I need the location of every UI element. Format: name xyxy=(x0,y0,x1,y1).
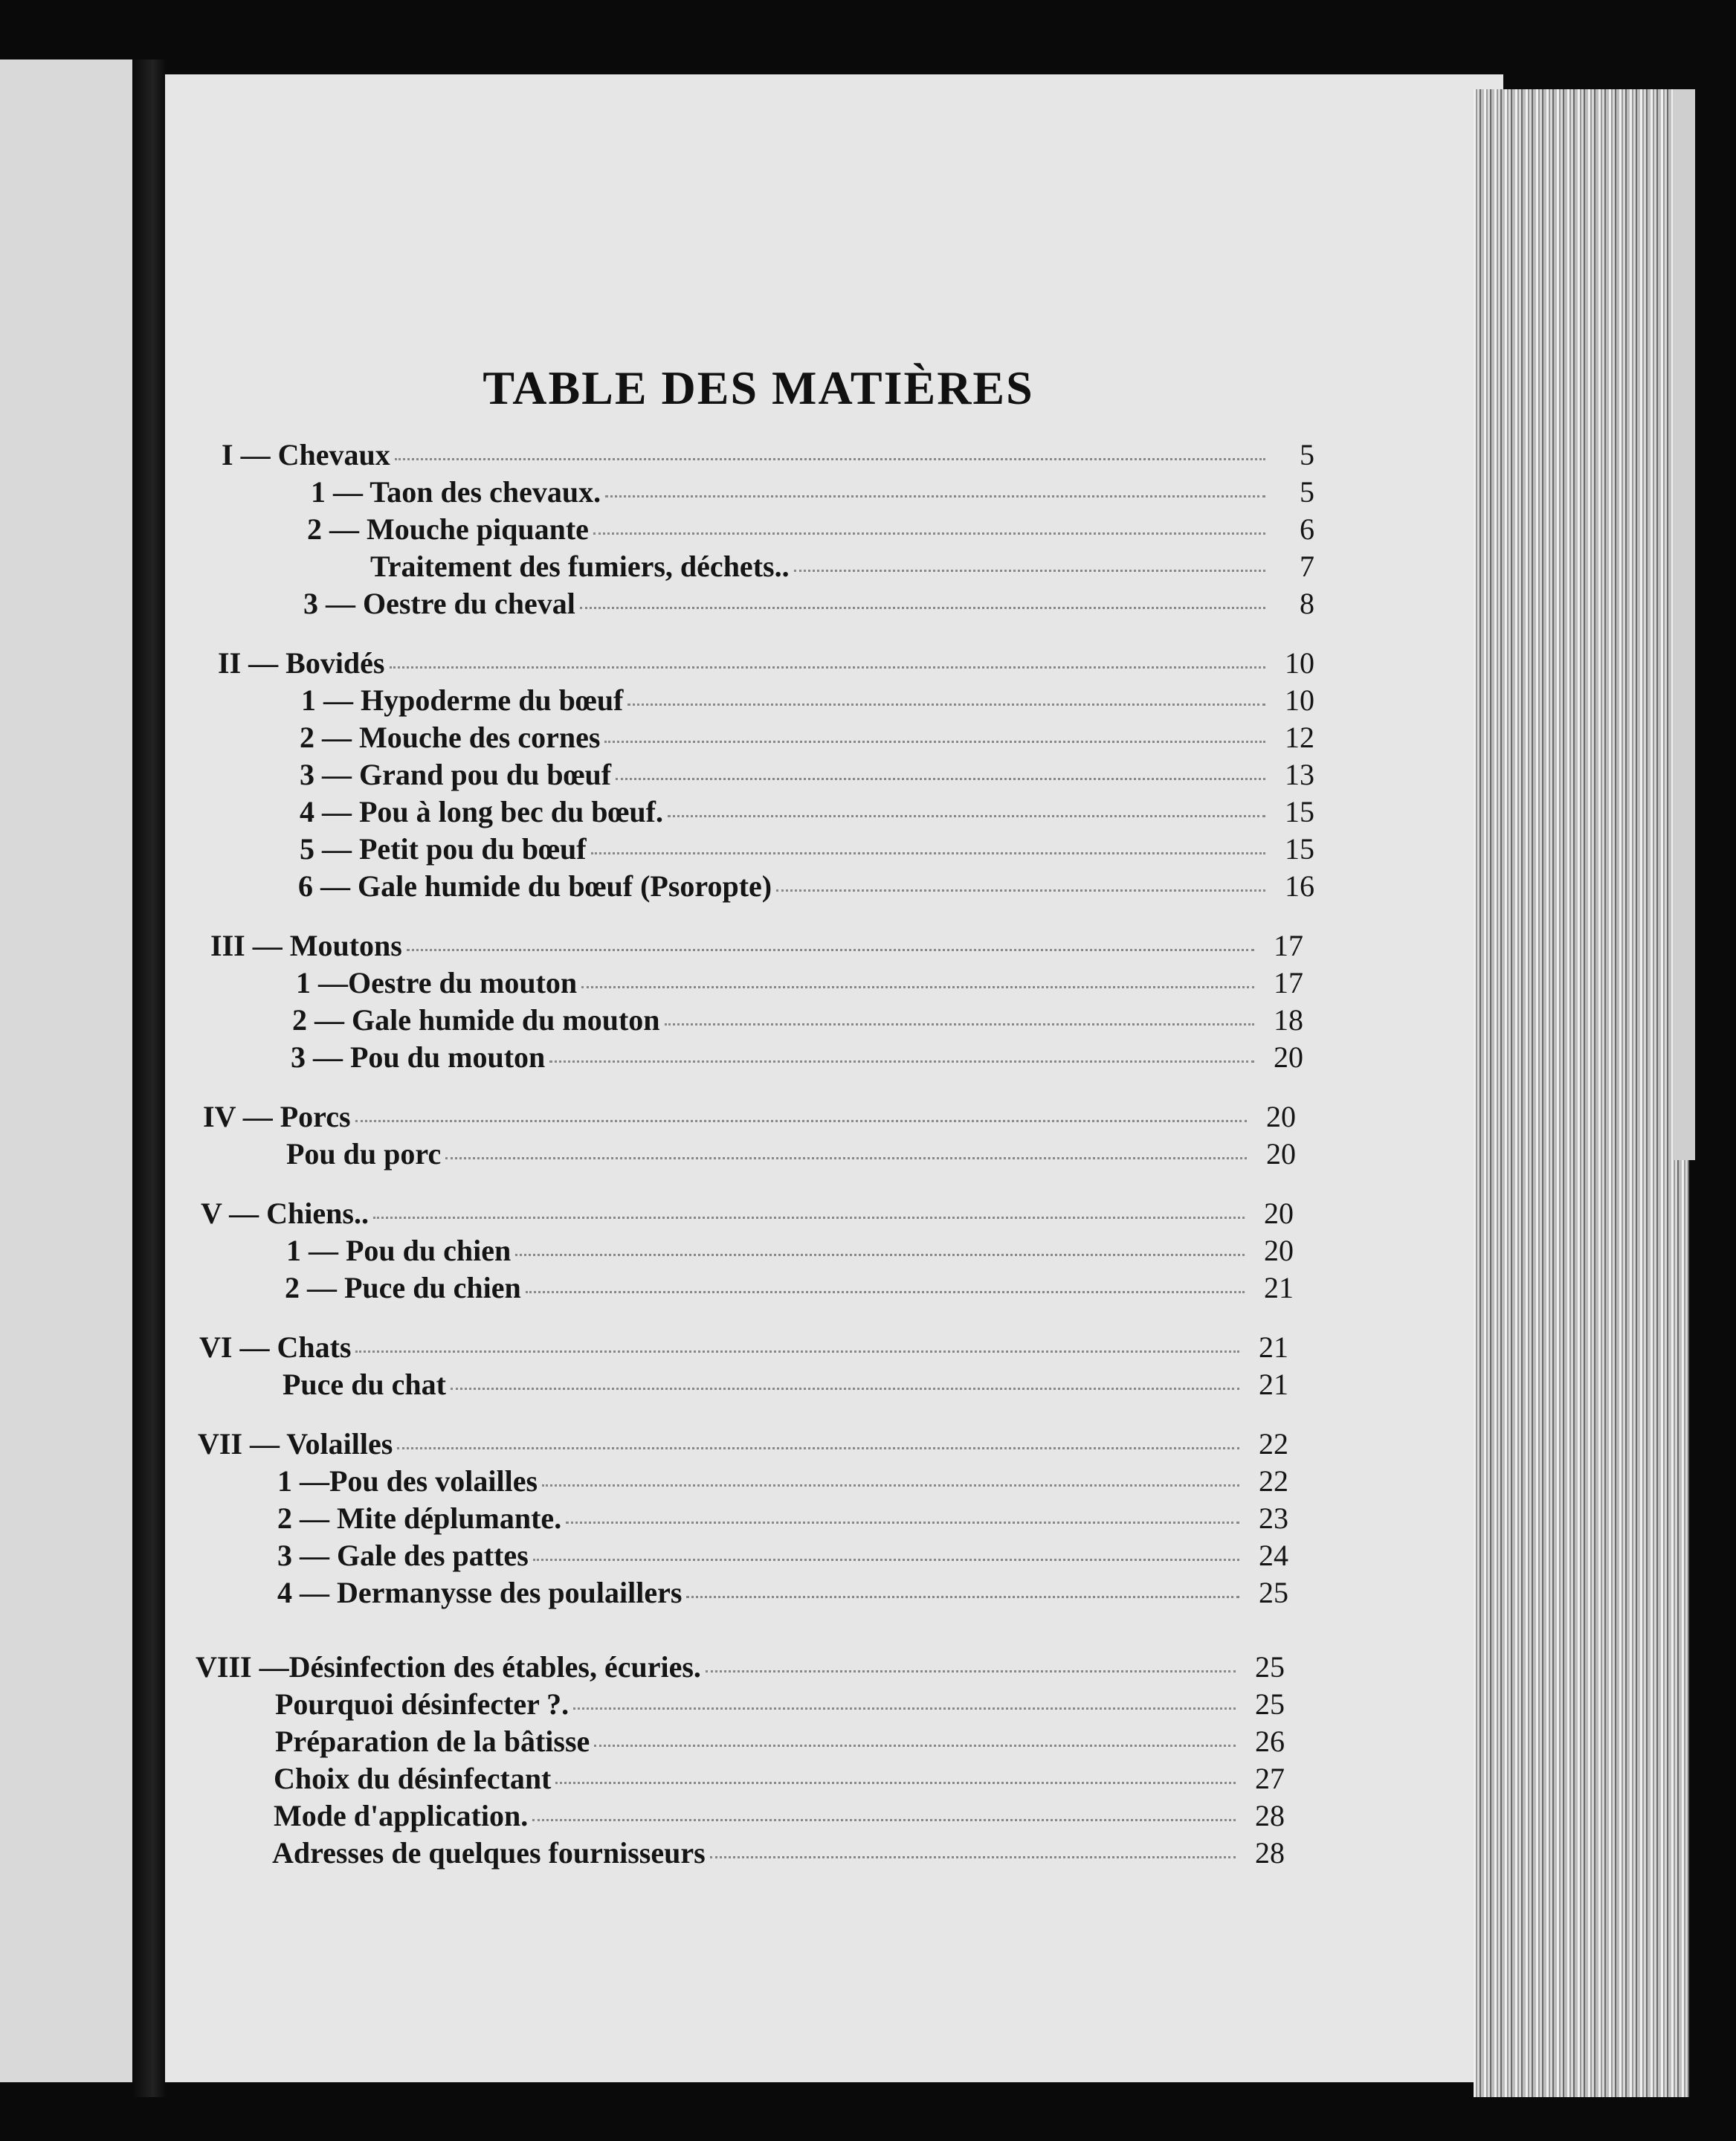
toc-page: 10 xyxy=(1285,683,1314,717)
toc-entry[interactable] xyxy=(272,1835,1285,1871)
toc-entry[interactable] xyxy=(275,1687,1285,1722)
dot-leader xyxy=(665,1023,1254,1026)
dot-leader xyxy=(526,1291,1245,1293)
toc-label: 3 — Grand pou du bœuf xyxy=(300,758,612,791)
toc-label: VI — Chats xyxy=(199,1330,352,1364)
toc-label: IV — Porcs xyxy=(203,1100,351,1133)
toc-page: 10 xyxy=(1285,646,1314,680)
dot-leader xyxy=(573,1707,1236,1710)
dot-leader xyxy=(533,1559,1239,1561)
toc-label: Mode d'application. xyxy=(274,1799,529,1832)
toc-page: 25 xyxy=(1259,1576,1288,1609)
toc-entry[interactable] xyxy=(300,794,1314,830)
dot-leader xyxy=(686,1596,1239,1598)
dot-leader xyxy=(605,495,1265,498)
dot-leader xyxy=(710,1856,1236,1858)
toc-label: 4 — Pou à long bec du bœuf. xyxy=(300,795,663,828)
dot-leader xyxy=(593,532,1265,535)
page-title: TABLE DES MATIÈRES xyxy=(483,361,1034,414)
toc-entry[interactable] xyxy=(286,1233,1294,1269)
dot-leader xyxy=(397,1447,1239,1449)
toc-label: V — Chiens.. xyxy=(201,1197,369,1230)
toc-label: 1 — Pou du chien xyxy=(286,1234,512,1267)
toc-page: 22 xyxy=(1259,1427,1288,1461)
toc-label: II — Bovidés xyxy=(218,646,385,680)
toc-entry[interactable] xyxy=(300,757,1314,793)
toc-page: 20 xyxy=(1274,1040,1303,1074)
toc-page: 26 xyxy=(1255,1725,1285,1758)
toc-page: 20 xyxy=(1264,1234,1294,1267)
toc-section-5[interactable] xyxy=(201,1196,1294,1232)
toc-label: Puce du chat xyxy=(283,1368,446,1401)
toc-page: 6 xyxy=(1300,512,1314,546)
toc-label: 5 — Petit pou du bœuf xyxy=(300,832,587,866)
toc-page: 5 xyxy=(1300,438,1314,471)
dot-leader xyxy=(591,852,1265,854)
toc-page: 12 xyxy=(1285,721,1314,754)
toc-page: 16 xyxy=(1285,869,1314,903)
toc-entry[interactable] xyxy=(277,1464,1288,1499)
toc-page: 21 xyxy=(1259,1368,1288,1401)
dot-leader xyxy=(355,1120,1247,1122)
toc-page: 21 xyxy=(1259,1330,1288,1364)
dot-leader xyxy=(532,1819,1236,1821)
toc-entry[interactable] xyxy=(285,1270,1294,1306)
toc-page: 18 xyxy=(1274,1003,1303,1037)
toc-page: 23 xyxy=(1259,1501,1288,1535)
dot-leader xyxy=(604,741,1265,743)
dot-leader xyxy=(390,666,1266,669)
toc-label: 2 — Gale humide du mouton xyxy=(292,1003,660,1037)
toc-entry[interactable] xyxy=(292,1002,1303,1038)
toc-label: 1 — Taon des chevaux. xyxy=(311,475,601,509)
toc-label: Traitement des fumiers, déchets.. xyxy=(370,550,790,583)
dot-leader xyxy=(566,1522,1239,1524)
toc-page: 27 xyxy=(1255,1762,1285,1795)
dot-leader xyxy=(794,570,1265,572)
toc-page: 28 xyxy=(1255,1799,1285,1832)
toc-label: VII — Volailles xyxy=(198,1427,393,1461)
toc-entry[interactable] xyxy=(303,586,1314,622)
dot-leader xyxy=(668,815,1265,817)
toc-section-6[interactable] xyxy=(199,1330,1288,1365)
toc-page: 13 xyxy=(1285,758,1314,791)
dot-leader xyxy=(407,949,1254,951)
toc-page: 21 xyxy=(1264,1271,1294,1304)
dot-leader xyxy=(451,1388,1239,1390)
toc-label: 1 — Hypoderme du bœuf xyxy=(301,683,624,717)
dot-leader xyxy=(706,1670,1236,1672)
dot-leader xyxy=(594,1745,1236,1747)
toc-page: 25 xyxy=(1255,1687,1285,1721)
toc-label: 4 — Dermanysse des poulaillers xyxy=(277,1576,683,1609)
toc-entry[interactable] xyxy=(277,1501,1288,1536)
dot-leader xyxy=(580,607,1265,609)
toc-page: 17 xyxy=(1274,929,1303,962)
toc-label: 1 —Oestre du mouton xyxy=(296,966,578,999)
dot-leader xyxy=(616,778,1265,780)
toc-section-3[interactable] xyxy=(210,928,1303,964)
toc-entry[interactable] xyxy=(311,474,1314,510)
toc-label: 3 — Pou du mouton xyxy=(291,1040,546,1074)
toc-label: 6 — Gale humide du bœuf (Psoropte) xyxy=(298,869,772,903)
toc-label: III — Moutons xyxy=(210,929,402,962)
toc-entry[interactable] xyxy=(277,1538,1288,1574)
dot-leader xyxy=(542,1484,1239,1487)
toc-entry[interactable] xyxy=(307,512,1314,547)
toc-label: 3 — Oestre du cheval xyxy=(303,587,575,620)
dot-leader xyxy=(627,704,1265,706)
toc-entry[interactable] xyxy=(296,965,1303,1001)
toc-page: 24 xyxy=(1259,1539,1288,1572)
toc-entry[interactable] xyxy=(301,683,1314,718)
toc-page: 20 xyxy=(1266,1137,1296,1171)
toc-page: 15 xyxy=(1285,795,1314,828)
toc-entry[interactable] xyxy=(286,1136,1296,1172)
toc-label: VIII —Désinfection des étables, écuries. xyxy=(196,1650,701,1684)
dot-leader xyxy=(555,1782,1236,1784)
toc-entry[interactable] xyxy=(277,1575,1288,1611)
dot-leader xyxy=(395,458,1265,460)
toc-label: 2 — Mite déplumante. xyxy=(277,1501,562,1535)
dot-leader xyxy=(581,986,1254,988)
toc-entry[interactable] xyxy=(274,1798,1285,1834)
toc-page: 15 xyxy=(1285,832,1314,866)
toc-page: 28 xyxy=(1255,1836,1285,1870)
toc-label: 2 — Mouche des cornes xyxy=(300,721,601,754)
toc-section-1[interactable] xyxy=(222,437,1314,473)
toc-page: 17 xyxy=(1274,966,1303,999)
toc-label: Préparation de la bâtisse xyxy=(275,1725,590,1758)
toc-page: 20 xyxy=(1264,1197,1294,1230)
toc-entry[interactable] xyxy=(291,1040,1303,1075)
dot-leader xyxy=(515,1254,1245,1256)
toc-page: 5 xyxy=(1300,475,1314,509)
toc-entry[interactable] xyxy=(300,720,1314,756)
toc-entry[interactable] xyxy=(274,1761,1285,1797)
toc-label: 2 — Puce du chien xyxy=(285,1271,521,1304)
toc-page: 22 xyxy=(1259,1464,1288,1498)
toc-label: Pou du porc xyxy=(286,1137,442,1171)
dot-leader xyxy=(445,1157,1247,1159)
dot-leader xyxy=(776,889,1265,892)
toc-label: Pourquoi désinfecter ?. xyxy=(275,1687,569,1721)
toc-section-4[interactable] xyxy=(203,1099,1296,1135)
dot-leader xyxy=(373,1217,1245,1219)
toc-label: Adresses de quelques fournisseurs xyxy=(272,1836,706,1870)
toc-section-8[interactable] xyxy=(196,1649,1285,1685)
toc-entry[interactable] xyxy=(283,1367,1288,1403)
toc-entry[interactable] xyxy=(370,549,1314,585)
dot-leader xyxy=(549,1060,1254,1063)
toc-label: Choix du désinfectant xyxy=(274,1762,552,1795)
toc-page: 8 xyxy=(1300,587,1314,620)
toc-entry[interactable] xyxy=(298,869,1314,904)
toc-page: 7 xyxy=(1300,550,1314,583)
toc-page: 20 xyxy=(1266,1100,1296,1133)
toc-label: 1 —Pou des volailles xyxy=(277,1464,538,1498)
toc-page: 25 xyxy=(1255,1650,1285,1684)
toc-label: 2 — Mouche piquante xyxy=(307,512,589,546)
toc-label: I — Chevaux xyxy=(222,438,390,471)
toc-entry[interactable] xyxy=(300,831,1314,867)
dot-leader xyxy=(355,1350,1239,1353)
toc-section-2[interactable] xyxy=(218,645,1314,681)
toc-label: 3 — Gale des pattes xyxy=(277,1539,529,1572)
toc-section-7[interactable] xyxy=(198,1426,1288,1462)
toc-entry[interactable] xyxy=(275,1724,1285,1760)
